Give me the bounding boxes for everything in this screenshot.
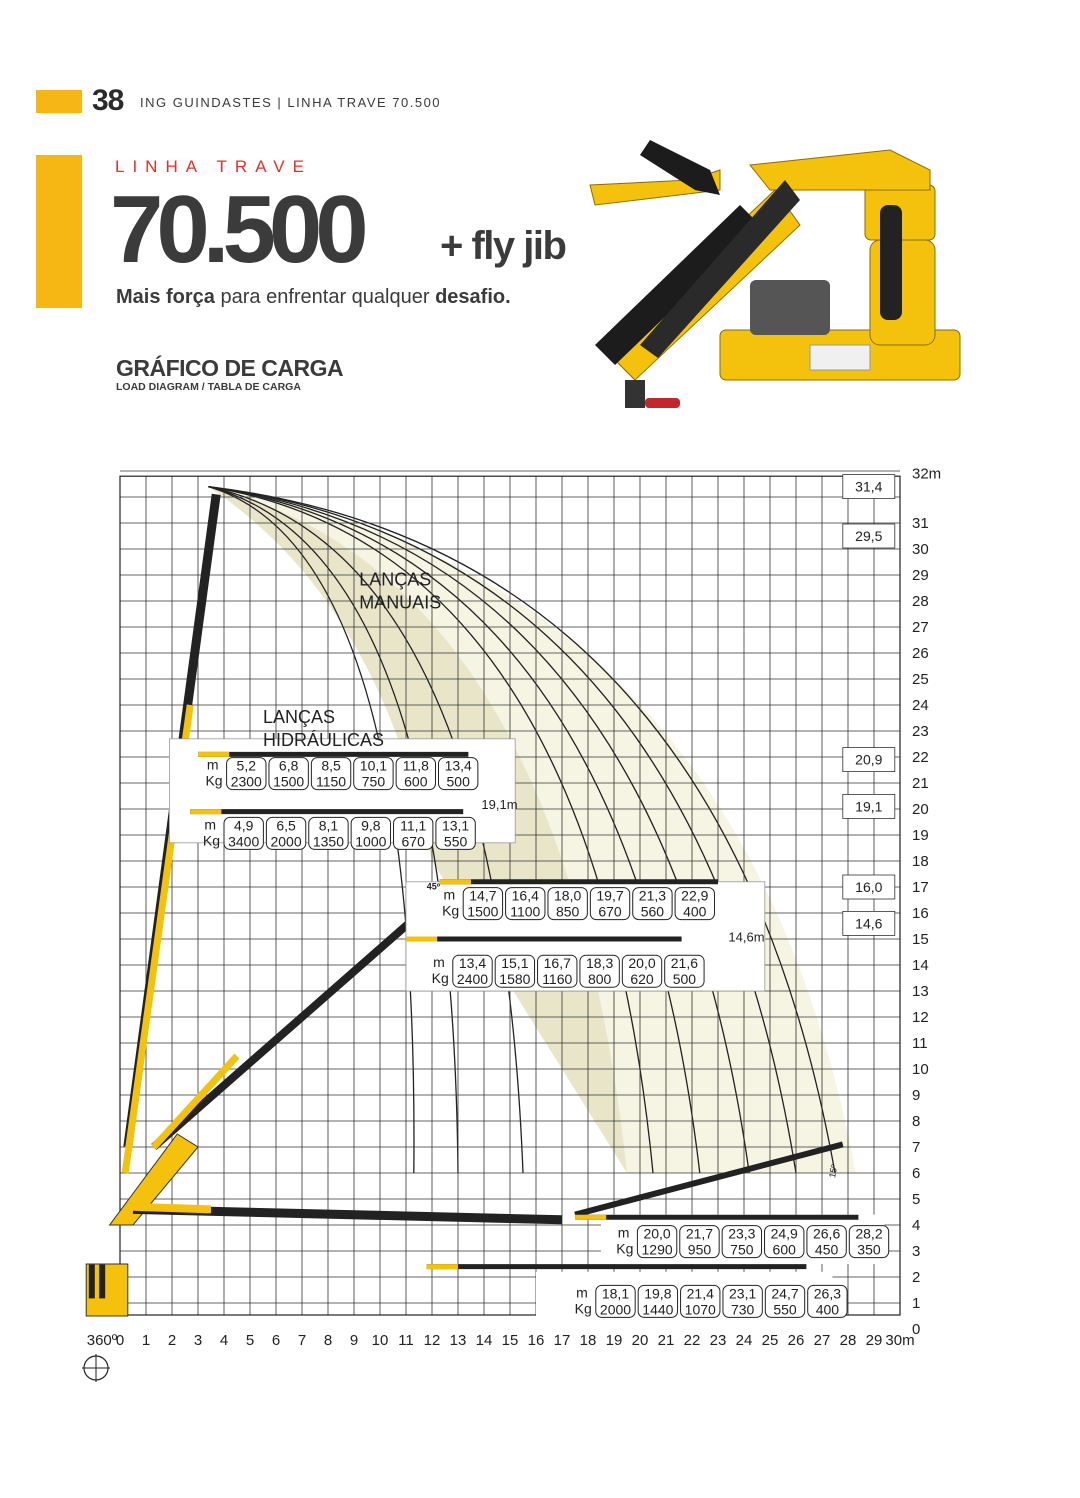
x-tick-label: 27 xyxy=(813,1332,831,1349)
height-marker-label: 14,6 xyxy=(855,915,883,932)
load-radius: 18,0 xyxy=(554,887,582,904)
section-subtitle: LOAD DIAGRAM / TABLA DE CARGA xyxy=(116,381,301,393)
load-radius: 16,4 xyxy=(511,887,539,904)
y-tick-label: 24 xyxy=(912,697,929,714)
load-kg: 1150 xyxy=(315,773,347,790)
row-label-m: m xyxy=(443,886,456,903)
load-kg: 560 xyxy=(640,903,665,920)
y-tick-label: 30 xyxy=(912,541,929,558)
x-tick-label: 24 xyxy=(735,1332,753,1349)
load-kg: 2400 xyxy=(456,971,489,988)
y-tick-label: 16 xyxy=(912,905,929,922)
load-radius: 21,7 xyxy=(685,1225,714,1242)
page-tab-bar xyxy=(36,90,82,113)
y-tick-label: 26 xyxy=(912,645,929,662)
boom-horizontal-base xyxy=(133,1207,211,1210)
load-radius: 9,8 xyxy=(361,817,381,834)
x-tick-label: 0 xyxy=(115,1332,125,1349)
y-tick-label: 1 xyxy=(912,1295,921,1312)
load-kg: 500 xyxy=(446,773,470,790)
load-radius: 14,7 xyxy=(469,887,497,904)
row-label-kg: Kg xyxy=(574,1300,592,1317)
row-label-kg: Kg xyxy=(616,1240,634,1257)
y-tick-label: 15 xyxy=(912,931,929,948)
load-radius: 24,7 xyxy=(771,1285,799,1302)
x-tick-label: 17 xyxy=(553,1332,571,1349)
load-radius: 6,5 xyxy=(276,817,296,834)
load-radius: 21,3 xyxy=(638,887,667,904)
x-tick-label: 29 xyxy=(865,1332,883,1349)
load-radius: 18,1 xyxy=(601,1285,630,1302)
y-tick-label: 10 xyxy=(912,1061,929,1078)
x-tick-label: 20 xyxy=(631,1332,649,1349)
height-marker-label: 31,4 xyxy=(855,478,883,495)
section-title: GRÁFICO DE CARGA xyxy=(116,355,344,381)
load-kg: 3400 xyxy=(228,833,260,850)
load-kg: 1580 xyxy=(499,971,531,988)
load-radius: 8,5 xyxy=(321,757,341,774)
y-tick-label: 27 xyxy=(912,619,929,636)
y-tick-label: 7 xyxy=(912,1139,921,1156)
x-tick-label: 28 xyxy=(839,1332,857,1349)
boom-45-base xyxy=(154,1056,237,1147)
y-tick-label: 28 xyxy=(912,593,929,610)
y-tick-label: 25 xyxy=(912,671,929,688)
y-tick-label: 6 xyxy=(912,1165,921,1182)
load-radius: 24,9 xyxy=(770,1225,798,1242)
load-kg: 1440 xyxy=(642,1301,674,1318)
load-radius: 18,3 xyxy=(586,955,614,972)
load-radius: 10,1 xyxy=(359,757,388,774)
load-kg: 950 xyxy=(687,1241,712,1258)
y-tick-label: 12 xyxy=(912,1009,929,1026)
load-kg: 1070 xyxy=(684,1301,716,1318)
load-radius: 21,6 xyxy=(670,955,699,972)
load-kg: 620 xyxy=(630,971,654,988)
title-accent-bar xyxy=(36,155,82,308)
load-kg: 800 xyxy=(587,971,612,988)
load-radius: 4,9 xyxy=(233,817,254,834)
product-line-kicker: LINHA TRAVE xyxy=(115,157,312,176)
load-radius: 13,1 xyxy=(441,817,470,834)
x-tick-label: 8 xyxy=(323,1332,333,1349)
x-tick-label: 9 xyxy=(349,1332,359,1349)
row-label-m: m xyxy=(204,816,216,833)
load-kg: 550 xyxy=(443,833,468,850)
y-tick-label: 0 xyxy=(912,1321,921,1338)
y-tick-label: 20 xyxy=(912,801,929,818)
load-kg: 2300 xyxy=(230,773,262,790)
load-radius: 28,2 xyxy=(855,1225,883,1242)
load-kg: 1160 xyxy=(542,971,573,988)
row-label-kg: Kg xyxy=(202,832,220,849)
load-radius: 21,4 xyxy=(686,1285,714,1302)
load-radius: 16,7 xyxy=(543,955,571,972)
row-label-kg: Kg xyxy=(442,902,460,919)
x-tick-label: 360º xyxy=(86,1332,118,1349)
load-radius: 6,8 xyxy=(278,757,299,774)
load-radius: 5,2 xyxy=(236,757,257,774)
load-kg: 850 xyxy=(555,903,580,920)
y-tick-label: 2 xyxy=(912,1269,921,1286)
load-radius: 23,3 xyxy=(728,1225,756,1242)
row-label-m: m xyxy=(576,1284,588,1301)
y-tick-label: 32m xyxy=(912,465,942,483)
x-tick-label: 3 xyxy=(193,1332,203,1349)
load-radius: 15,1 xyxy=(501,955,529,972)
load-radius: 19,7 xyxy=(596,887,624,904)
load-kg: 2000 xyxy=(599,1301,632,1318)
load-kg: 1100 xyxy=(510,903,541,920)
load-kg: 750 xyxy=(361,773,386,790)
load-radius: 19,8 xyxy=(644,1285,672,1302)
load-kg: 730 xyxy=(730,1301,755,1318)
load-radius: 20,0 xyxy=(643,1225,671,1242)
x-tick-label: 11 xyxy=(398,1332,414,1349)
load-radius: 11,1 xyxy=(400,817,427,834)
x-tick-label: 4 xyxy=(219,1332,229,1349)
running-head: ING GUINDASTES | LINHA TRAVE 70.500 xyxy=(140,95,442,110)
x-tick-label: 16 xyxy=(527,1332,545,1349)
y-tick-label: 5 xyxy=(912,1191,921,1208)
load-kg: 550 xyxy=(773,1301,797,1318)
load-radius: 13,4 xyxy=(444,757,472,774)
load-kg: 600 xyxy=(772,1241,796,1258)
y-tick-label: 4 xyxy=(912,1217,921,1234)
y-tick-label: 31 xyxy=(912,515,929,532)
y-tick-label: 17 xyxy=(912,879,929,896)
x-tick-label: 23 xyxy=(709,1332,727,1349)
extension-label: 19,1m xyxy=(481,797,518,812)
load-kg: 500 xyxy=(672,971,697,988)
model-number: 70.500 xyxy=(110,176,362,283)
x-tick-label: 30m xyxy=(885,1332,915,1349)
zone-label: LANÇAS MANUAIS xyxy=(359,569,442,613)
load-kg: 450 xyxy=(814,1241,839,1258)
load-radius: 8,1 xyxy=(318,817,339,834)
x-tick-label: 19 xyxy=(605,1332,623,1349)
height-marker-label: 29,5 xyxy=(855,528,883,544)
row-label-kg: Kg xyxy=(205,772,223,789)
y-tick-label: 19 xyxy=(912,827,929,844)
row-label-m: m xyxy=(617,1224,630,1241)
crane-stabilizer xyxy=(89,1265,95,1299)
y-tick-label: 8 xyxy=(912,1113,921,1130)
height-marker-label: 20,9 xyxy=(855,751,883,768)
y-tick-label: 3 xyxy=(912,1243,921,1260)
load-kg: 400 xyxy=(815,1301,840,1318)
load-diagram xyxy=(80,465,1040,1395)
y-tick-label: 23 xyxy=(912,723,929,740)
load-kg: 1350 xyxy=(312,833,345,850)
tagline xyxy=(116,286,511,309)
x-tick-label: 6 xyxy=(271,1332,281,1349)
y-tick-label: 22 xyxy=(912,749,929,766)
y-tick-label: 11 xyxy=(912,1035,928,1052)
load-kg: 1000 xyxy=(355,833,387,850)
y-tick-label: 21 xyxy=(912,775,929,792)
row-label-m: m xyxy=(206,756,219,773)
tagline-strong-2: desafio. xyxy=(435,286,511,308)
x-tick-label: 26 xyxy=(787,1332,805,1349)
load-kg: 1290 xyxy=(641,1241,673,1258)
load-kg: 670 xyxy=(598,903,622,920)
load-kg: 1500 xyxy=(273,773,305,790)
model-suffix: + fly jib xyxy=(440,224,566,268)
height-marker-label: 19,1 xyxy=(855,798,883,815)
load-kg: 350 xyxy=(857,1241,881,1258)
x-tick-label: 18 xyxy=(579,1332,597,1349)
tagline-middle: para enfrentar qualquer xyxy=(214,286,436,308)
load-radius: 23,1 xyxy=(729,1285,757,1302)
load-kg: 670 xyxy=(401,833,425,850)
y-tick-label: 13 xyxy=(912,983,929,1000)
load-radius: 20,0 xyxy=(628,955,656,972)
x-tick-label: 21 xyxy=(657,1332,675,1349)
x-tick-label: 13 xyxy=(449,1332,467,1349)
y-tick-label: 9 xyxy=(912,1087,921,1104)
load-kg: 750 xyxy=(730,1241,754,1258)
load-kg: 2000 xyxy=(270,833,302,850)
extension-label: 14,6m xyxy=(728,929,765,945)
angle-label-45: 45º xyxy=(426,881,441,892)
x-tick-label: 22 xyxy=(683,1332,701,1349)
load-kg: 400 xyxy=(683,903,707,920)
x-tick-label: 1 xyxy=(141,1332,151,1349)
load-radius: 26,6 xyxy=(812,1225,841,1242)
x-tick-label: 14 xyxy=(475,1332,493,1349)
load-radius: 11,8 xyxy=(402,757,429,774)
x-tick-label: 10 xyxy=(371,1332,389,1349)
x-tick-label: 5 xyxy=(245,1332,255,1349)
load-radius: 22,9 xyxy=(681,887,709,904)
load-kg: 1500 xyxy=(467,903,499,920)
page-number: 38 xyxy=(92,84,124,117)
crane-photo xyxy=(570,130,1000,420)
y-tick-label: 29 xyxy=(912,567,929,584)
load-radius: 26,3 xyxy=(813,1285,842,1302)
y-tick-label: 18 xyxy=(912,853,929,870)
height-marker-label: 16,0 xyxy=(855,879,883,895)
crane-stabilizer xyxy=(99,1265,105,1299)
x-tick-label: 15 xyxy=(501,1332,519,1349)
row-label-m: m xyxy=(433,954,445,971)
angle-label-15: 15º xyxy=(827,1163,840,1179)
x-tick-label: 7 xyxy=(297,1332,307,1349)
load-kg: 600 xyxy=(404,773,428,790)
y-tick-label: 14 xyxy=(912,957,929,974)
load-radius: 13,4 xyxy=(458,955,487,972)
x-tick-label: 2 xyxy=(167,1332,177,1349)
row-label-kg: Kg xyxy=(431,970,449,987)
x-tick-label: 25 xyxy=(761,1332,779,1349)
x-tick-label: 12 xyxy=(423,1332,441,1349)
zone-label: LANÇAS HIDRÁULICAS xyxy=(263,707,385,751)
tagline-strong-1: Mais força xyxy=(116,286,215,308)
